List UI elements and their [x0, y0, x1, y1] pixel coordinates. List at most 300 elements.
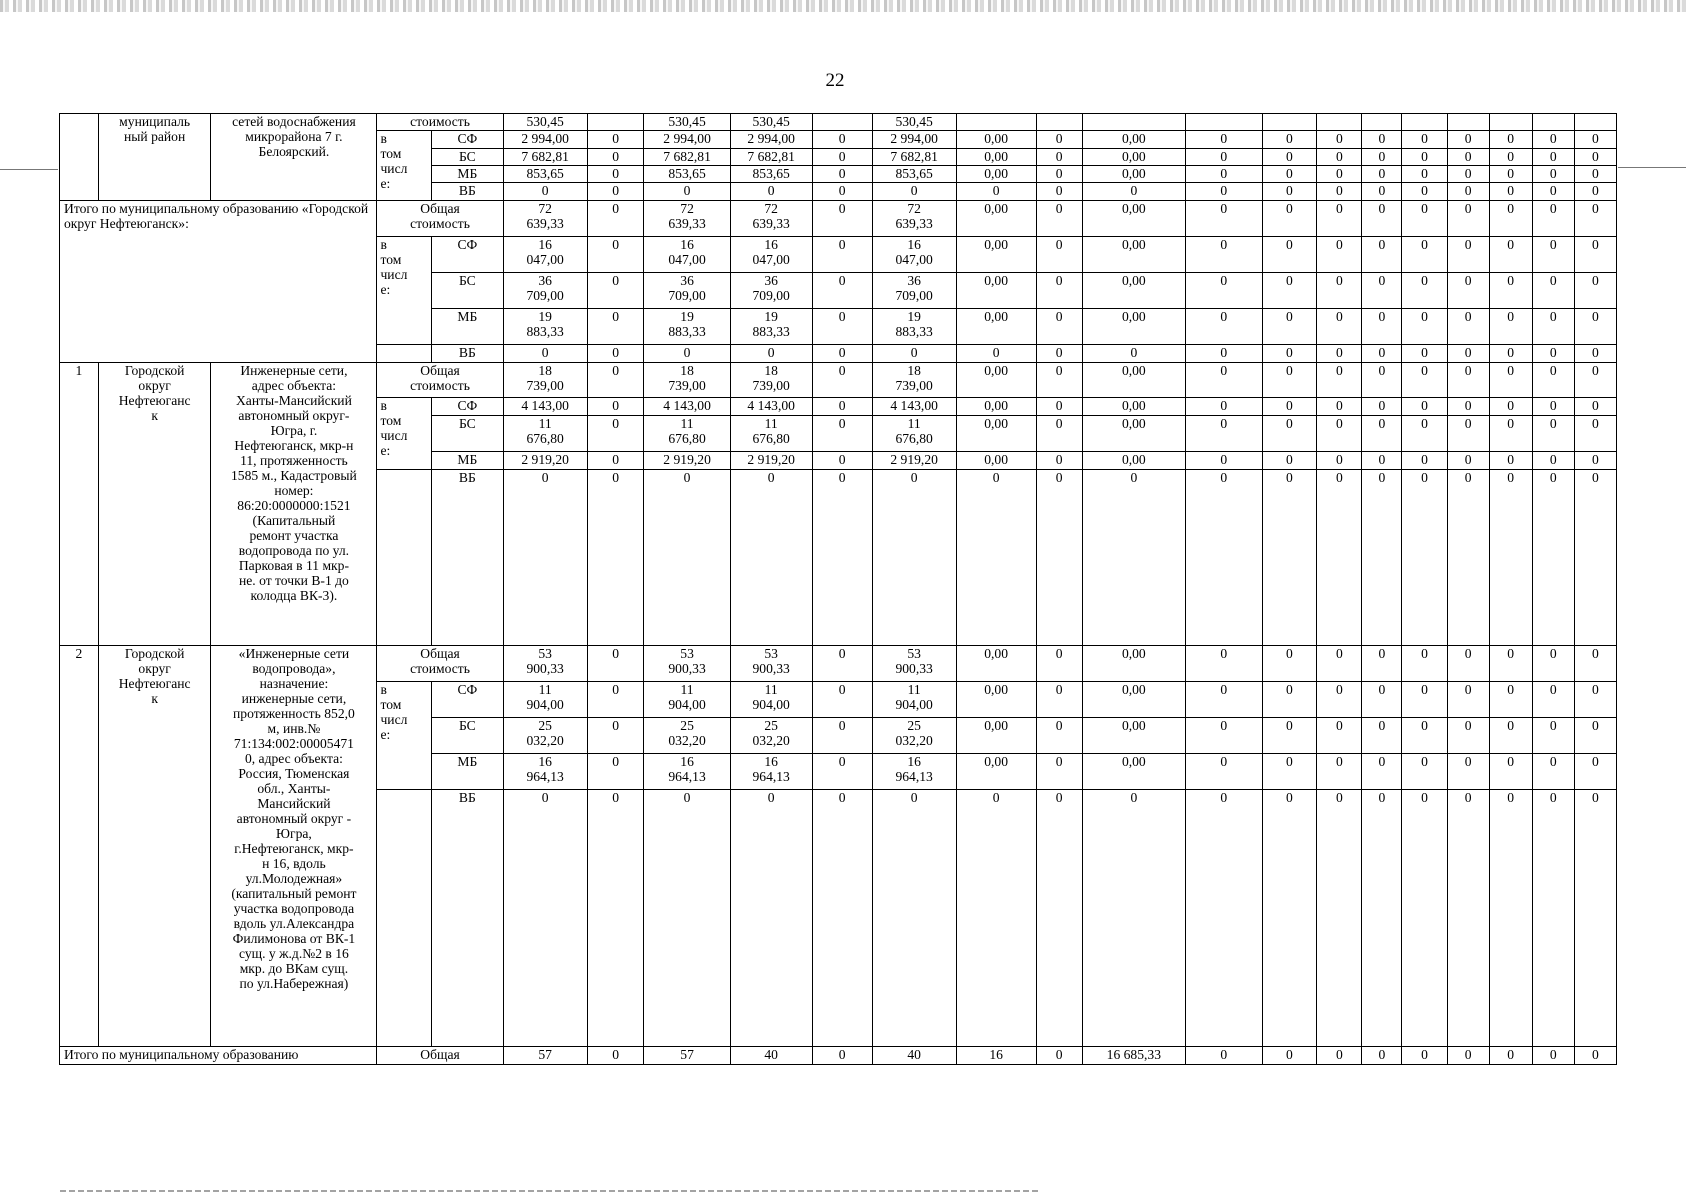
value-cell: 0 [1447, 345, 1489, 363]
value-cell: 0 [1362, 363, 1402, 398]
value-cell [1036, 114, 1082, 131]
value-cell: 0,00 [956, 201, 1036, 237]
value-cell: 0 [1447, 646, 1489, 682]
value-cell: 0 [872, 790, 956, 1047]
value-cell: 0 [1036, 363, 1082, 398]
value-cell: 72 639,33 [872, 201, 956, 237]
funding-source-label: ВБ [432, 790, 503, 1047]
value-cell: 19 883,33 [644, 309, 730, 345]
value-cell: 57 [503, 1047, 587, 1065]
value-cell: 0 [1402, 183, 1447, 201]
value-cell: 0 [1185, 183, 1262, 201]
value-cell: 0,00 [956, 646, 1036, 682]
value-cell: 0 [1402, 398, 1447, 416]
value-cell: 18 739,00 [730, 363, 812, 398]
value-cell: 0 [1574, 470, 1616, 646]
value-cell: 0 [1489, 416, 1532, 452]
value-cell: 18 739,00 [872, 363, 956, 398]
value-cell: 0 [812, 1047, 872, 1065]
value-cell: 7 682,81 [644, 149, 730, 166]
value-cell: 0 [1532, 237, 1574, 273]
value-cell: 0 [956, 183, 1036, 201]
value-cell: 0 [1489, 149, 1532, 166]
value-cell: 4 143,00 [503, 398, 587, 416]
value-cell: 0 [644, 345, 730, 363]
value-cell: 11 676,80 [730, 416, 812, 452]
value-cell: 0 [644, 790, 730, 1047]
municipality-cell: Городской округ Нефтеюганс к [98, 363, 210, 646]
value-cell: 0 [1362, 790, 1402, 1047]
value-cell: 0 [1402, 149, 1447, 166]
value-cell: 0 [1447, 273, 1489, 309]
value-cell: 0 [1036, 1047, 1082, 1065]
value-cell: 0 [1574, 416, 1616, 452]
total-cost-label: Общая стоимость [377, 646, 503, 682]
including-label: в том числ е: [377, 398, 432, 470]
value-cell: 0 [644, 183, 730, 201]
value-cell: 72 639,33 [644, 201, 730, 237]
value-cell: 0 [812, 718, 872, 754]
value-cell: 0 [644, 470, 730, 646]
value-cell: 0 [1574, 790, 1616, 1047]
value-cell: 0 [1402, 273, 1447, 309]
value-cell: 0 [587, 131, 644, 149]
value-cell: 0 [812, 237, 872, 273]
value-cell: 0 [1574, 345, 1616, 363]
value-cell: 0 [1574, 149, 1616, 166]
value-cell: 36 709,00 [730, 273, 812, 309]
value-cell: 0 [1447, 416, 1489, 452]
value-cell: 2 919,20 [730, 452, 812, 470]
value-cell: 0 [1532, 201, 1574, 237]
value-cell: 18 739,00 [644, 363, 730, 398]
value-cell: 25 032,20 [872, 718, 956, 754]
value-cell: 0 [587, 682, 644, 718]
value-cell: 0 [1262, 452, 1317, 470]
value-cell: 0 [1185, 345, 1262, 363]
value-cell: 0 [1036, 646, 1082, 682]
total-cost-label: стоимость [377, 114, 503, 131]
value-cell: 40 [872, 1047, 956, 1065]
value-cell: 0 [1532, 363, 1574, 398]
value-cell: 0 [1489, 1047, 1532, 1065]
value-cell: 0 [1262, 718, 1317, 754]
value-cell: 0 [1362, 166, 1402, 183]
value-cell: 0,00 [956, 452, 1036, 470]
value-cell: 0 [872, 183, 956, 201]
value-cell: 0,00 [956, 309, 1036, 345]
value-cell: 0 [1036, 237, 1082, 273]
value-cell [1362, 114, 1402, 131]
value-cell: 0 [587, 345, 644, 363]
value-cell: 0,00 [956, 416, 1036, 452]
value-cell: 7 682,81 [503, 149, 587, 166]
value-cell: 0 [1185, 790, 1262, 1047]
value-cell: 0 [1532, 273, 1574, 309]
value-cell: 0 [1317, 166, 1362, 183]
value-cell: 0,00 [1082, 149, 1185, 166]
value-cell: 16 964,13 [730, 754, 812, 790]
value-cell: 0 [1362, 718, 1402, 754]
value-cell: 0,00 [1082, 201, 1185, 237]
value-cell: 0 [1489, 273, 1532, 309]
value-cell: 0 [1489, 790, 1532, 1047]
value-cell: 0,00 [956, 273, 1036, 309]
value-cell: 0 [1402, 363, 1447, 398]
value-cell: 0 [1262, 646, 1317, 682]
value-cell: 19 883,33 [872, 309, 956, 345]
value-cell: 2 994,00 [872, 131, 956, 149]
value-cell: 0,00 [956, 754, 1036, 790]
value-cell: 0 [1317, 273, 1362, 309]
value-cell: 0 [587, 309, 644, 345]
value-cell: 0 [1447, 682, 1489, 718]
municipality-cell: Городской округ Нефтеюганс к [98, 646, 210, 1047]
value-cell: 0 [587, 646, 644, 682]
value-cell: 0 [1317, 682, 1362, 718]
value-cell: 0 [1402, 166, 1447, 183]
value-cell: 0 [1262, 790, 1317, 1047]
including-label: в том числ е: [377, 682, 432, 790]
value-cell: 16 964,13 [644, 754, 730, 790]
value-cell: 0 [1532, 416, 1574, 452]
value-cell: 0,00 [1082, 166, 1185, 183]
object-description: Инженерные сети, адрес объекта: Ханты-Мансийский автономный округ- Югра, г. Нефтеюганск, мкр-н 11, протяженность 1585 м., Кадастровый номер: 86:20:0000000:1521 (Капитальный ремонт участка водопровода по ул. Парковая в 11 мкр- не. от точки В-1 до колодца ВК-3). [211, 363, 377, 646]
value-cell: 0 [1262, 398, 1317, 416]
value-cell: 0 [1317, 131, 1362, 149]
value-cell: 0 [812, 398, 872, 416]
value-cell: 0,00 [956, 398, 1036, 416]
value-cell: 0 [1447, 237, 1489, 273]
value-cell: 0 [1489, 646, 1532, 682]
value-cell: 0 [1447, 470, 1489, 646]
value-cell: 53 900,33 [644, 646, 730, 682]
value-cell: 16 [956, 1047, 1036, 1065]
value-cell: 0 [1036, 149, 1082, 166]
total-cost-label: Общая стоимость [377, 201, 503, 237]
value-cell: 0 [1532, 183, 1574, 201]
object-description: сетей водоснабжения микрорайона 7 г. Белоярский. [211, 114, 377, 201]
value-cell [1185, 114, 1262, 131]
value-cell: 0 [1082, 183, 1185, 201]
value-cell: 0,00 [956, 718, 1036, 754]
value-cell: 0 [1402, 131, 1447, 149]
value-cell: 0 [587, 416, 644, 452]
value-cell: 0 [587, 273, 644, 309]
value-cell: 0 [503, 183, 587, 201]
value-cell: 7 682,81 [730, 149, 812, 166]
funding-source-label: СФ [432, 237, 503, 273]
value-cell: 0 [1262, 1047, 1317, 1065]
value-cell: 0 [1262, 345, 1317, 363]
value-cell: 0 [812, 166, 872, 183]
value-cell: 0 [1489, 131, 1532, 149]
value-cell: 0 [1532, 345, 1574, 363]
funding-source-label: МБ [432, 452, 503, 470]
value-cell: 0 [1574, 273, 1616, 309]
value-cell: 0 [1362, 470, 1402, 646]
value-cell: 0 [1036, 416, 1082, 452]
value-cell [812, 114, 872, 131]
value-cell: 0 [1489, 345, 1532, 363]
value-cell: 16 047,00 [730, 237, 812, 273]
value-cell: 0 [1532, 131, 1574, 149]
value-cell: 0 [812, 416, 872, 452]
funding-source-label: БС [432, 416, 503, 452]
funding-source-label: МБ [432, 166, 503, 183]
value-cell: 0,00 [956, 149, 1036, 166]
funding-source-label: ВБ [432, 470, 503, 646]
value-cell: 0 [730, 470, 812, 646]
funding-source-label: СФ [432, 682, 503, 718]
value-cell: 2 919,20 [503, 452, 587, 470]
value-cell: 0 [1574, 1047, 1616, 1065]
value-cell [1402, 114, 1447, 131]
funding-source-label: СФ [432, 398, 503, 416]
value-cell: 0 [1362, 201, 1402, 237]
value-cell [1082, 114, 1185, 131]
including-spacer [377, 470, 432, 646]
value-cell: 0 [1447, 131, 1489, 149]
value-cell: 0 [503, 790, 587, 1047]
value-cell: 0 [1447, 183, 1489, 201]
value-cell: 0 [1317, 1047, 1362, 1065]
value-cell: 0 [1402, 237, 1447, 273]
scan-edge-artifact [0, 0, 1686, 12]
value-cell: 0 [1402, 646, 1447, 682]
value-cell: 0 [1185, 646, 1262, 682]
value-cell: 0 [1262, 309, 1317, 345]
value-cell: 0 [1317, 646, 1362, 682]
value-cell: 0,00 [956, 682, 1036, 718]
value-cell: 0 [587, 183, 644, 201]
value-cell: 0 [1574, 363, 1616, 398]
value-cell: 11 904,00 [730, 682, 812, 718]
value-cell: 40 [730, 1047, 812, 1065]
value-cell: 530,45 [730, 114, 812, 131]
value-cell: 0 [1574, 718, 1616, 754]
value-cell: 16 685,33 [1082, 1047, 1185, 1065]
value-cell: 0 [587, 363, 644, 398]
value-cell: 0 [1185, 309, 1262, 345]
value-cell: 0 [1185, 470, 1262, 646]
value-cell: 0,00 [1082, 273, 1185, 309]
value-cell: 11 904,00 [644, 682, 730, 718]
value-cell: 0,00 [1082, 754, 1185, 790]
value-cell: 0 [812, 345, 872, 363]
value-cell: 0 [1489, 166, 1532, 183]
value-cell: 0 [1317, 398, 1362, 416]
value-cell: 0 [1574, 166, 1616, 183]
value-cell: 4 143,00 [872, 398, 956, 416]
value-cell: 0 [1036, 452, 1082, 470]
value-cell: 11 904,00 [503, 682, 587, 718]
value-cell: 0 [1036, 790, 1082, 1047]
including-spacer [377, 345, 432, 363]
value-cell: 0 [1185, 682, 1262, 718]
value-cell: 853,65 [872, 166, 956, 183]
value-cell: 0 [812, 183, 872, 201]
value-cell: 0 [1447, 754, 1489, 790]
value-cell: 0,00 [1082, 309, 1185, 345]
value-cell: 0 [1574, 131, 1616, 149]
value-cell: 530,45 [503, 114, 587, 131]
value-cell: 0 [1317, 149, 1362, 166]
value-cell: 0 [1532, 646, 1574, 682]
value-cell: 0 [587, 470, 644, 646]
value-cell: 0 [587, 398, 644, 416]
value-cell: 0 [587, 166, 644, 183]
value-cell: 0 [1532, 309, 1574, 345]
value-cell: 2 919,20 [872, 452, 956, 470]
value-cell: 0 [1362, 131, 1402, 149]
value-cell: 0 [1362, 754, 1402, 790]
value-cell [587, 114, 644, 131]
value-cell: 0 [812, 363, 872, 398]
including-label: в том числ е: [377, 237, 432, 345]
value-cell: 0 [1362, 309, 1402, 345]
funding-source-label: МБ [432, 754, 503, 790]
value-cell: 0 [812, 682, 872, 718]
value-cell: 0,00 [1082, 452, 1185, 470]
total-row [60, 1047, 1617, 1065]
value-cell: 0 [1447, 718, 1489, 754]
value-cell: 0 [1447, 309, 1489, 345]
value-cell: 0 [1185, 416, 1262, 452]
value-cell: 0 [1574, 754, 1616, 790]
value-cell: 0 [1489, 183, 1532, 201]
funding-source-label: СФ [432, 131, 503, 149]
value-cell: 0 [1362, 682, 1402, 718]
value-cell: 0 [1489, 398, 1532, 416]
row-number: 1 [60, 363, 99, 646]
value-cell: 0 [1402, 452, 1447, 470]
value-cell: 0 [1402, 754, 1447, 790]
funding-source-label: ВБ [432, 183, 503, 201]
value-cell: 0 [1036, 345, 1082, 363]
value-cell: 0 [1317, 363, 1362, 398]
value-cell: 0 [1362, 345, 1402, 363]
scan-line-artifact [0, 169, 58, 170]
value-cell: 0 [587, 790, 644, 1047]
value-cell: 0 [1489, 309, 1532, 345]
value-cell: 53 900,33 [872, 646, 956, 682]
value-cell: 0 [730, 790, 812, 1047]
value-cell: 36 709,00 [644, 273, 730, 309]
total-cost-label: Общая [377, 1047, 503, 1065]
value-cell: 0 [1185, 131, 1262, 149]
value-cell: 0 [1362, 398, 1402, 416]
value-cell: 2 994,00 [730, 131, 812, 149]
value-cell: 0 [812, 470, 872, 646]
value-cell: 0 [503, 470, 587, 646]
row-number: 2 [60, 646, 99, 1047]
total-cost-label: Общая стоимость [377, 363, 503, 398]
value-cell: 0 [1036, 166, 1082, 183]
value-cell: 0 [1185, 398, 1262, 416]
value-cell: 0 [812, 149, 872, 166]
value-cell: 0 [1082, 790, 1185, 1047]
value-cell: 0 [812, 790, 872, 1047]
value-cell: 0 [1489, 363, 1532, 398]
value-cell: 0,00 [1082, 237, 1185, 273]
value-cell: 0 [1532, 149, 1574, 166]
row-number [60, 114, 99, 201]
value-cell: 0 [1574, 452, 1616, 470]
value-cell: 0 [1362, 149, 1402, 166]
value-cell: 0 [1402, 790, 1447, 1047]
value-cell: 0 [1036, 470, 1082, 646]
value-cell: 2 994,00 [503, 131, 587, 149]
value-cell: 0 [1402, 201, 1447, 237]
value-cell: 0 [1489, 754, 1532, 790]
value-cell: 0 [1574, 398, 1616, 416]
value-cell [1317, 114, 1362, 131]
value-cell: 0,00 [1082, 131, 1185, 149]
value-cell: 0 [1317, 452, 1362, 470]
value-cell [1574, 114, 1616, 131]
value-cell: 530,45 [644, 114, 730, 131]
value-cell: 0 [1402, 470, 1447, 646]
value-cell: 0 [1185, 149, 1262, 166]
value-cell: 0 [1574, 201, 1616, 237]
value-cell: 16 964,13 [503, 754, 587, 790]
value-cell: 0 [1317, 790, 1362, 1047]
value-cell: 0 [1402, 309, 1447, 345]
value-cell: 0 [812, 131, 872, 149]
value-cell: 0,00 [956, 363, 1036, 398]
value-cell: 0 [1185, 718, 1262, 754]
value-cell: 0 [956, 470, 1036, 646]
value-cell: 16 047,00 [503, 237, 587, 273]
value-cell: 0 [1317, 183, 1362, 201]
value-cell: 0 [1185, 166, 1262, 183]
value-cell: 0 [1532, 790, 1574, 1047]
value-cell: 0 [1262, 149, 1317, 166]
value-cell: 0,00 [1082, 718, 1185, 754]
value-cell: 57 [644, 1047, 730, 1065]
value-cell: 0 [1262, 166, 1317, 183]
value-cell: 0 [1036, 718, 1082, 754]
funding-source-label: МБ [432, 309, 503, 345]
value-cell: 25 032,20 [503, 718, 587, 754]
value-cell: 16 047,00 [872, 237, 956, 273]
value-cell: 0 [1574, 682, 1616, 718]
value-cell: 0 [503, 345, 587, 363]
value-cell: 4 143,00 [644, 398, 730, 416]
value-cell: 0 [1185, 273, 1262, 309]
value-cell: 0 [1262, 183, 1317, 201]
value-cell: 0 [1362, 646, 1402, 682]
value-cell: 0 [1362, 1047, 1402, 1065]
value-cell: 0 [1262, 682, 1317, 718]
value-cell: 0 [1447, 398, 1489, 416]
value-cell: 0 [1036, 131, 1082, 149]
value-cell: 0 [1317, 309, 1362, 345]
value-cell: 72 639,33 [503, 201, 587, 237]
value-cell: 0 [872, 470, 956, 646]
value-cell: 0 [1489, 452, 1532, 470]
value-cell: 0,00 [1082, 682, 1185, 718]
value-cell: 0 [1532, 166, 1574, 183]
value-cell: 0 [587, 149, 644, 166]
value-cell: 0 [1262, 363, 1317, 398]
value-cell: 0 [1489, 201, 1532, 237]
value-cell [956, 114, 1036, 131]
value-cell: 0 [1447, 166, 1489, 183]
value-cell: 0 [1574, 309, 1616, 345]
object-description: «Инженерные сети водопровода», назначение: инженерные сети, протяженность 852,0 м, инв.№ 71:134:002:00005471 0, адрес объекта: Россия, Тюменская обл., Ханты- Мансийский автономный округ - Югра, г.Нефтеюганск, мкр- н 16, вдоль ул.Молодежная» (капитальный ремонт участка водопровода вдоль ул.Александра Филимонова от ВК-1 сущ. у ж.д.№2 в 16 мкр. до ВКам сущ. по ул.Набережная) [211, 646, 377, 1047]
